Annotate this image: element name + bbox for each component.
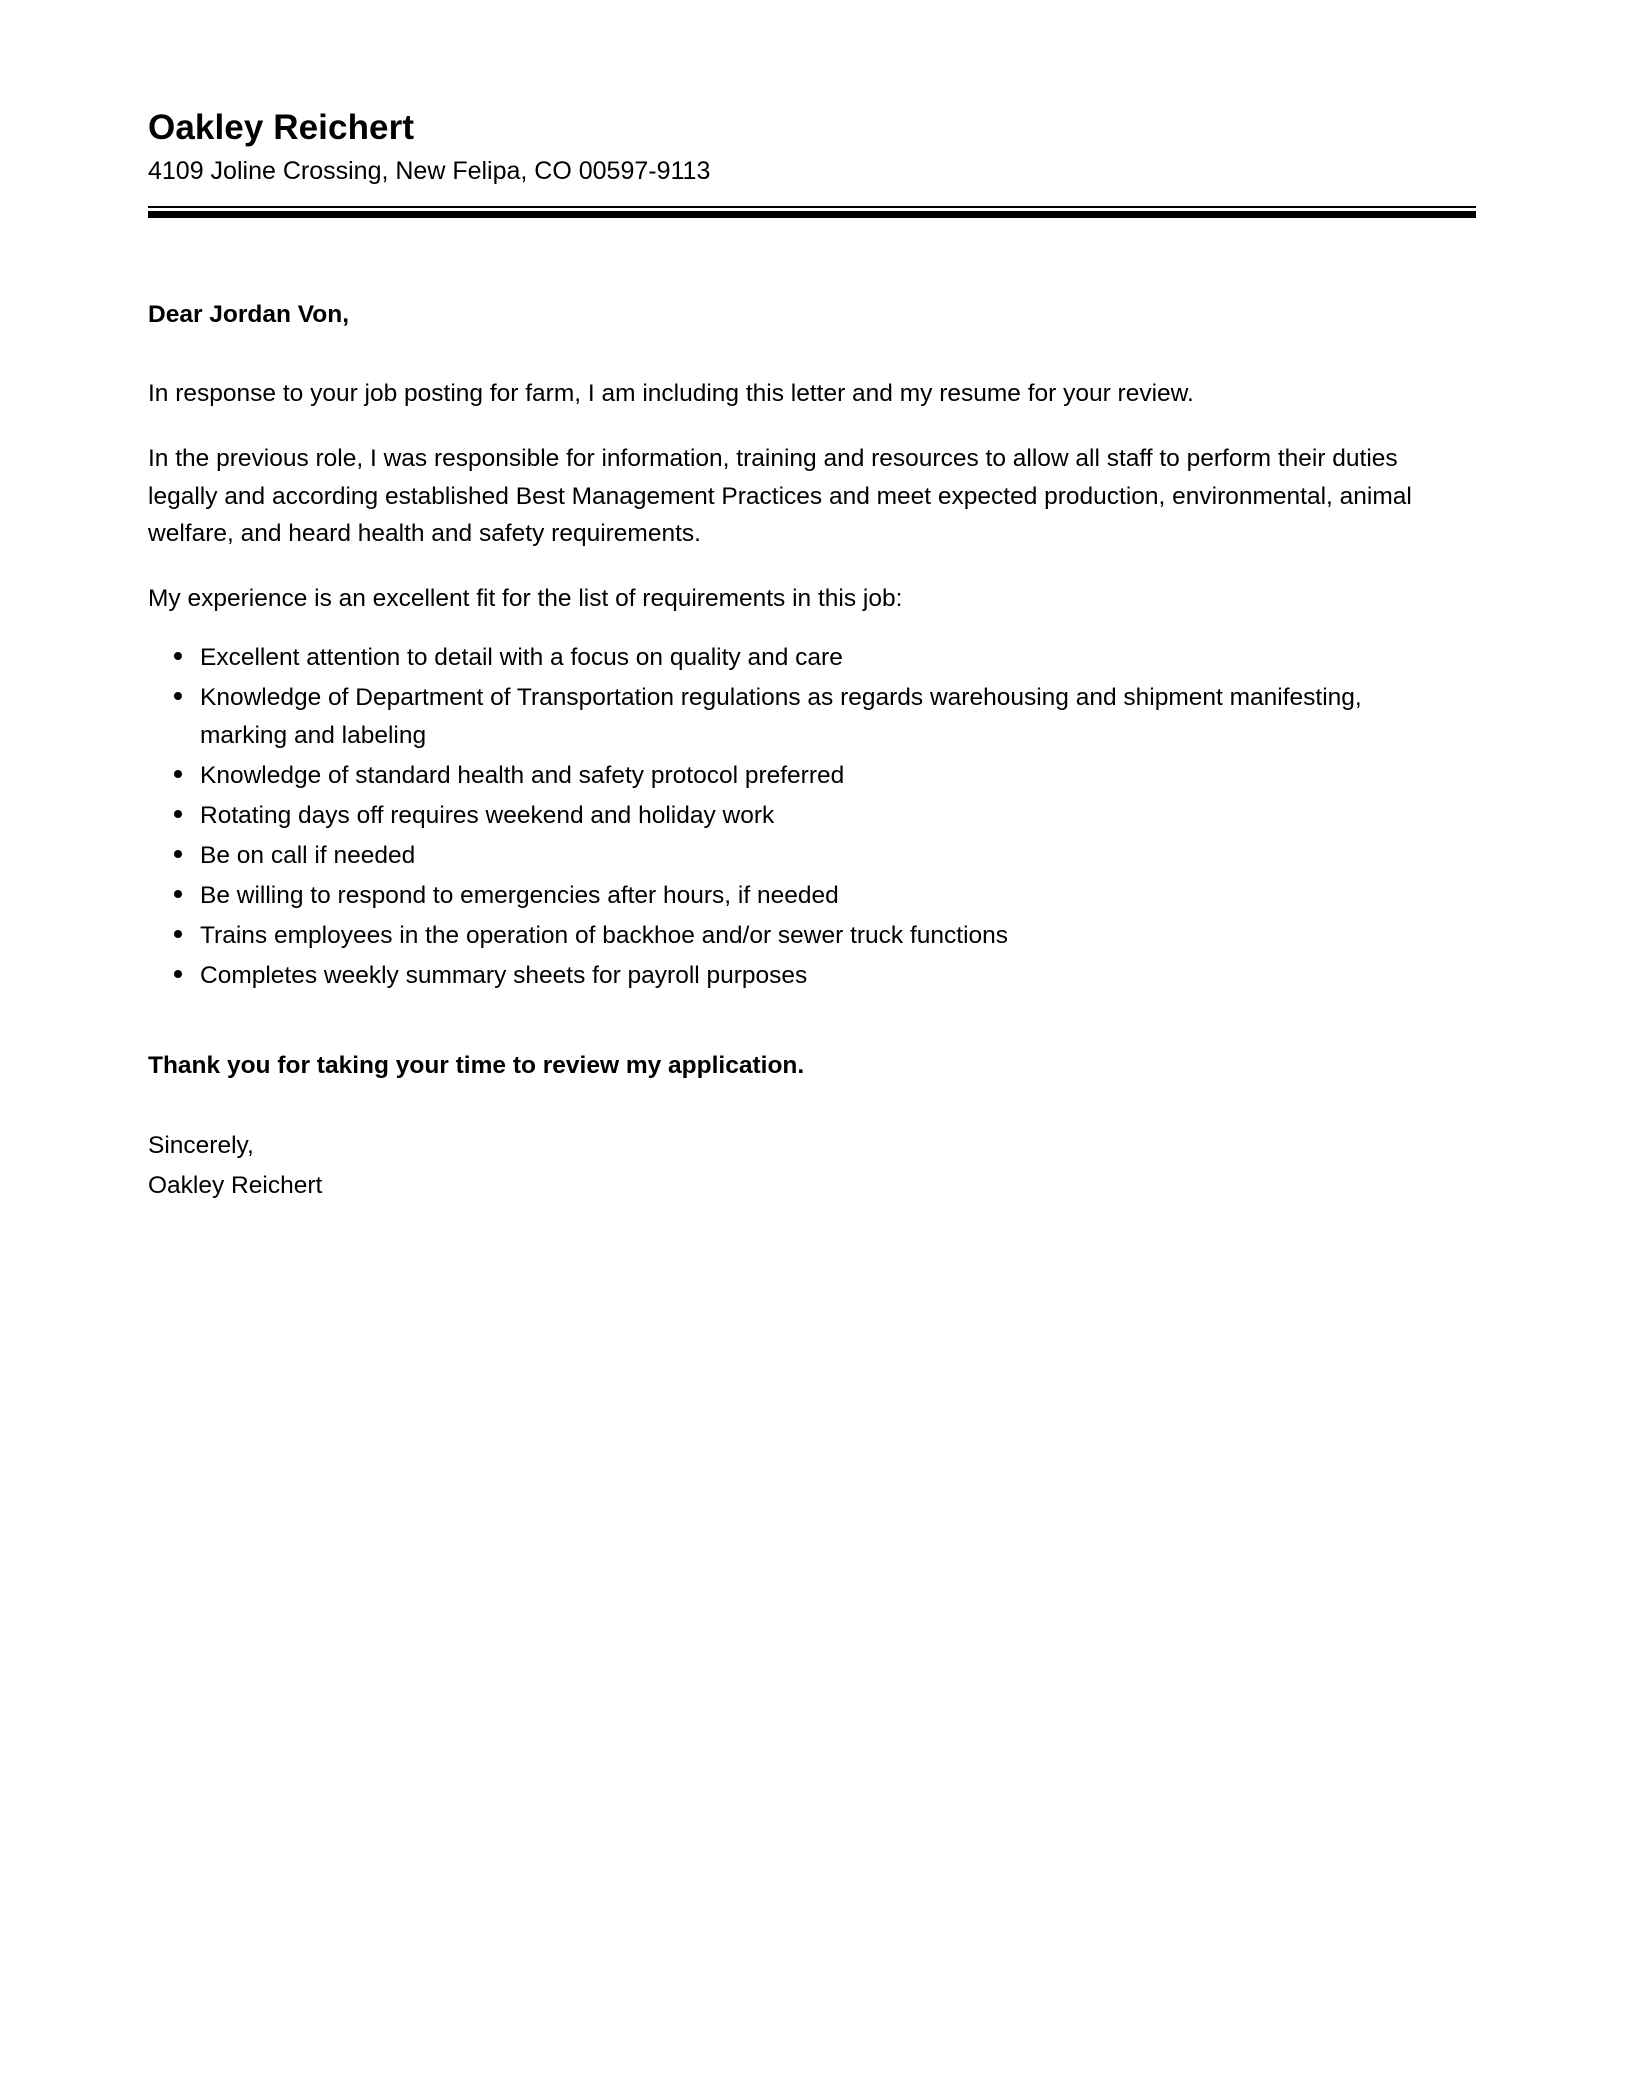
list-item xyxy=(148,757,1430,795)
list-item-label: Trains employees in the operation of backhoe and/or sewer truck functions xyxy=(200,922,1009,950)
intro-paragraph: In response to your job posting for farm, I am including this letter and my resume for your review. xyxy=(148,380,1194,408)
list-item xyxy=(148,917,1430,955)
list-item-label: Be willing to respond to emergencies after hours, if needed xyxy=(200,882,839,910)
header-divider xyxy=(148,206,1476,218)
bullet-icon xyxy=(174,930,182,938)
bullet-icon xyxy=(174,890,182,898)
signature-name: Oakley Reichert xyxy=(148,1172,323,1200)
bullet-icon xyxy=(174,850,182,858)
experience-paragraph: In the previous role, I was responsible for information, training and resources to allow all staff to perform their duties legally and according established Best Management Practices and meet expected production, environmental, animal welfare, and heard health and safety requirements. xyxy=(148,445,1412,547)
divider-thick-line xyxy=(148,211,1476,218)
list-item xyxy=(148,957,1430,995)
applicant-address: 4109 Joline Crossing, New Felipa, CO 00597-9113 xyxy=(148,157,711,185)
list-item-label: Be on call if needed xyxy=(200,842,416,870)
bullet-icon xyxy=(174,770,182,778)
list-item xyxy=(148,877,1430,915)
requirements-list xyxy=(148,639,1484,995)
fit-paragraph: My experience is an excellent fit for the list of requirements in this job: xyxy=(148,585,903,613)
valediction: Sincerely, xyxy=(148,1132,254,1160)
list-item-label: Knowledge of Department of Transportation regulations as regards warehousing and shipment manifesting, marking and labeling xyxy=(200,684,1362,750)
applicant-name: Oakley Reichert xyxy=(148,108,415,147)
letterhead xyxy=(148,100,1484,184)
list-item xyxy=(148,639,1430,677)
list-item xyxy=(148,679,1430,755)
list-item xyxy=(148,837,1430,875)
bullet-icon xyxy=(174,970,182,978)
bullet-icon xyxy=(174,652,182,660)
bullet-icon xyxy=(174,692,182,700)
list-item-label: Completes weekly summary sheets for payroll purposes xyxy=(200,962,808,990)
salutation: Dear Jordan Von, xyxy=(148,301,350,328)
list-item-label: Knowledge of standard health and safety protocol preferred xyxy=(200,762,845,790)
sign-off-block xyxy=(148,1126,1484,1205)
bullet-icon xyxy=(174,810,182,818)
closing-thanks: Thank you for taking your time to review my application. xyxy=(148,1052,805,1080)
letter-content xyxy=(148,100,1484,1206)
letter-body xyxy=(148,296,1484,1206)
list-item-label: Excellent attention to detail with a focus on quality and care xyxy=(200,644,843,672)
list-item xyxy=(148,797,1430,835)
list-item-label: Rotating days off requires weekend and holiday work xyxy=(200,802,775,830)
